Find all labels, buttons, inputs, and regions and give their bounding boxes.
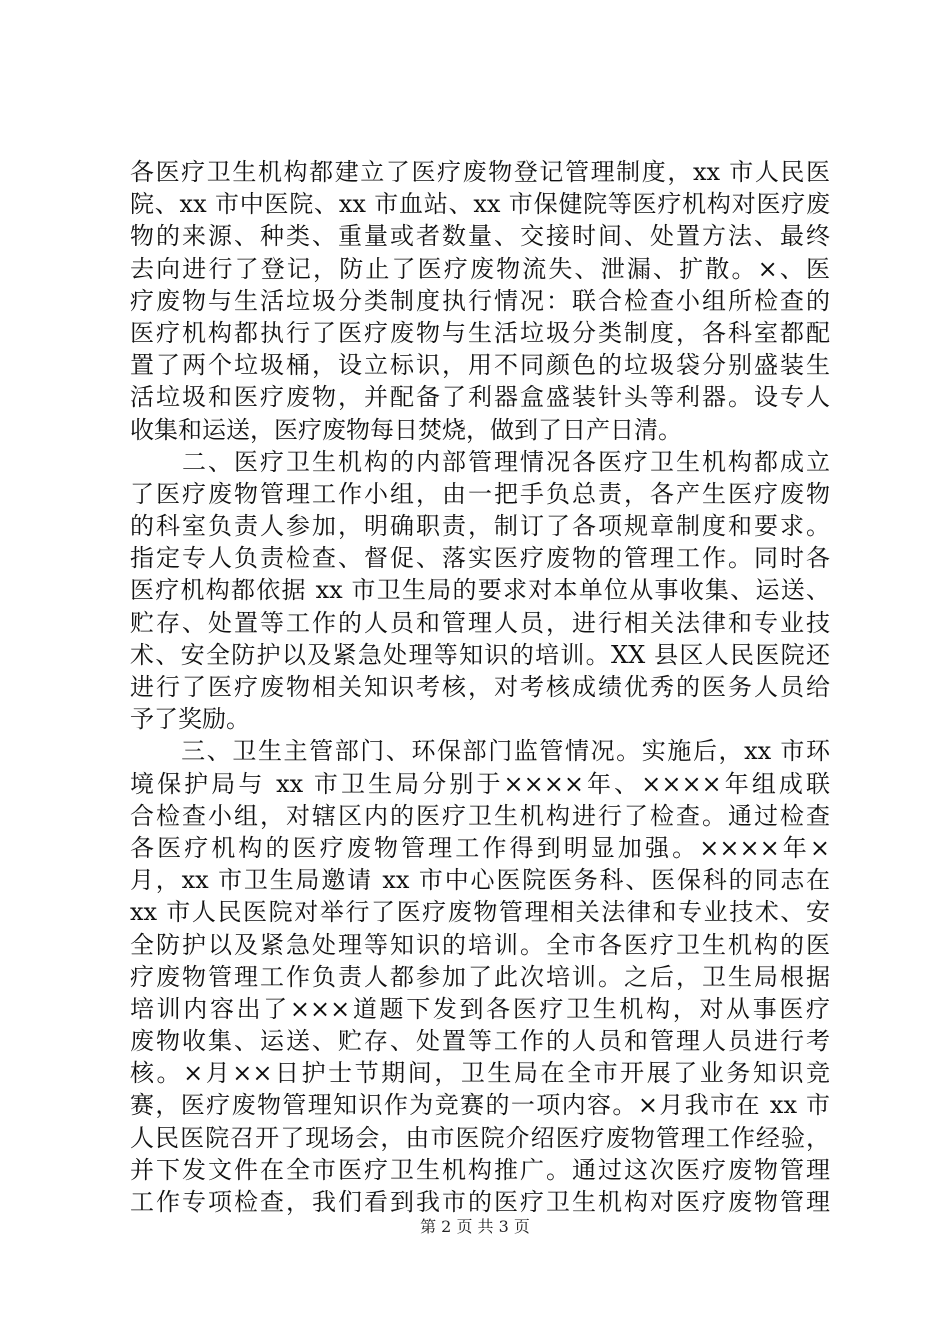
text-line: 医疗机构都执行了医疗废物与生活垃圾分类制度，各科室都配	[130, 318, 830, 347]
paragraph-3	[130, 735, 830, 1218]
text-line: 各医疗机构的医疗废物管理工作得到明显加强。××××年×	[130, 833, 830, 862]
text-line: 月，xx 市卫生局邀请 xx 市中心医院医务科、医保科的同志在	[130, 866, 830, 895]
text-line: 活垃圾和医疗废物，并配备了利器盒盛装针头等利器。设专人	[130, 383, 830, 412]
text-line: 培训内容出了×××道题下发到各医疗卫生机构，对从事医疗	[130, 994, 830, 1023]
text-line: 三、卫生主管部门、环保部门监管情况。实施后，xx 市环	[130, 737, 830, 766]
text-line: 赛，医疗废物管理知识作为竞赛的一项内容。×月我市在 xx 市	[130, 1091, 830, 1120]
text-line: 院、xx 市中医院、xx 市血站、xx 市保健院等医疗机构对医疗废	[130, 190, 830, 219]
page-number: 第 2 页 共 3 页	[420, 1217, 530, 1236]
text-line: 术、安全防护以及紧急处理等知识的培训。XX 县区人民医院还	[130, 640, 830, 669]
text-line: 进行了医疗废物相关知识考核，对考核成绩优秀的医务人员给	[130, 673, 830, 701]
text-line: 收集和运送，医疗废物每日焚烧，做到了日产日清。	[130, 415, 682, 444]
text-line: 的科室负责人参加，明确职责，制订了各项规章制度和要求。	[130, 512, 830, 541]
paragraph-2	[130, 446, 830, 736]
text-line: 贮存、处置等工作的人员和管理人员，进行相关法律和专业技	[130, 608, 830, 637]
text-line: 医疗机构都依据 xx 市卫生局的要求对本单位从事收集、运送、	[130, 576, 830, 605]
text-line: 疗废物管理工作负责人都参加了此次培训。之后，卫生局根据	[130, 962, 830, 991]
text-line: 废物收集、运送、贮存、处置等工作的人员和管理人员进行考	[130, 1027, 830, 1056]
body-text	[130, 156, 830, 1218]
text-line: 各医疗卫生机构都建立了医疗废物登记管理制度，xx 市人民医	[130, 158, 830, 186]
text-line: 置了两个垃圾桶，设立标识，用不同颜色的垃圾袋分别盛装生	[130, 351, 830, 380]
text-line: 疗废物与生活垃圾分类制度执行情况：联合检查小组所检查的	[130, 286, 830, 315]
text-line: 工作专项检查，我们看到我市的医疗卫生机构对医疗废物管理	[130, 1188, 830, 1216]
text-line: 物的来源、种类、重量或者数量、交接时间、处置方法、最终	[130, 222, 830, 251]
text-line: 全防护以及紧急处理等知识的培训。全市各医疗卫生机构的医	[130, 930, 830, 959]
text-line: 了医疗废物管理工作小组，由一把手负总责，各产生医疗废物	[130, 479, 830, 508]
text-line: 境保护局与 xx 市卫生局分别于××××年、××××年组成联	[130, 769, 830, 798]
paragraph-1	[130, 156, 830, 446]
text-line: 核。×月××日护士节期间，卫生局在全市开展了业务知识竞	[130, 1059, 830, 1088]
text-line: 并下发文件在全市医疗卫生机构推广。通过这次医疗废物管理	[130, 1155, 830, 1184]
text-line: 人民医院召开了现场会，由市医院介绍医疗废物管理工作经验，	[130, 1123, 830, 1152]
text-line: 去向进行了登记，防止了医疗废物流失、泄漏、扩散。×、医	[130, 254, 830, 283]
text-line: 二、医疗卫生机构的内部管理情况各医疗卫生机构都成立	[130, 447, 830, 476]
text-line: xx 市人民医院对举行了医疗废物管理相关法律和专业技术、安	[130, 898, 830, 927]
text-line: 予了奖励。	[130, 705, 250, 734]
text-line: 合检查小组，对辖区内的医疗卫生机构进行了检查。通过检查	[130, 801, 830, 830]
text-line: 指定专人负责检查、督促、落实医疗废物的管理工作。同时各	[130, 544, 830, 573]
